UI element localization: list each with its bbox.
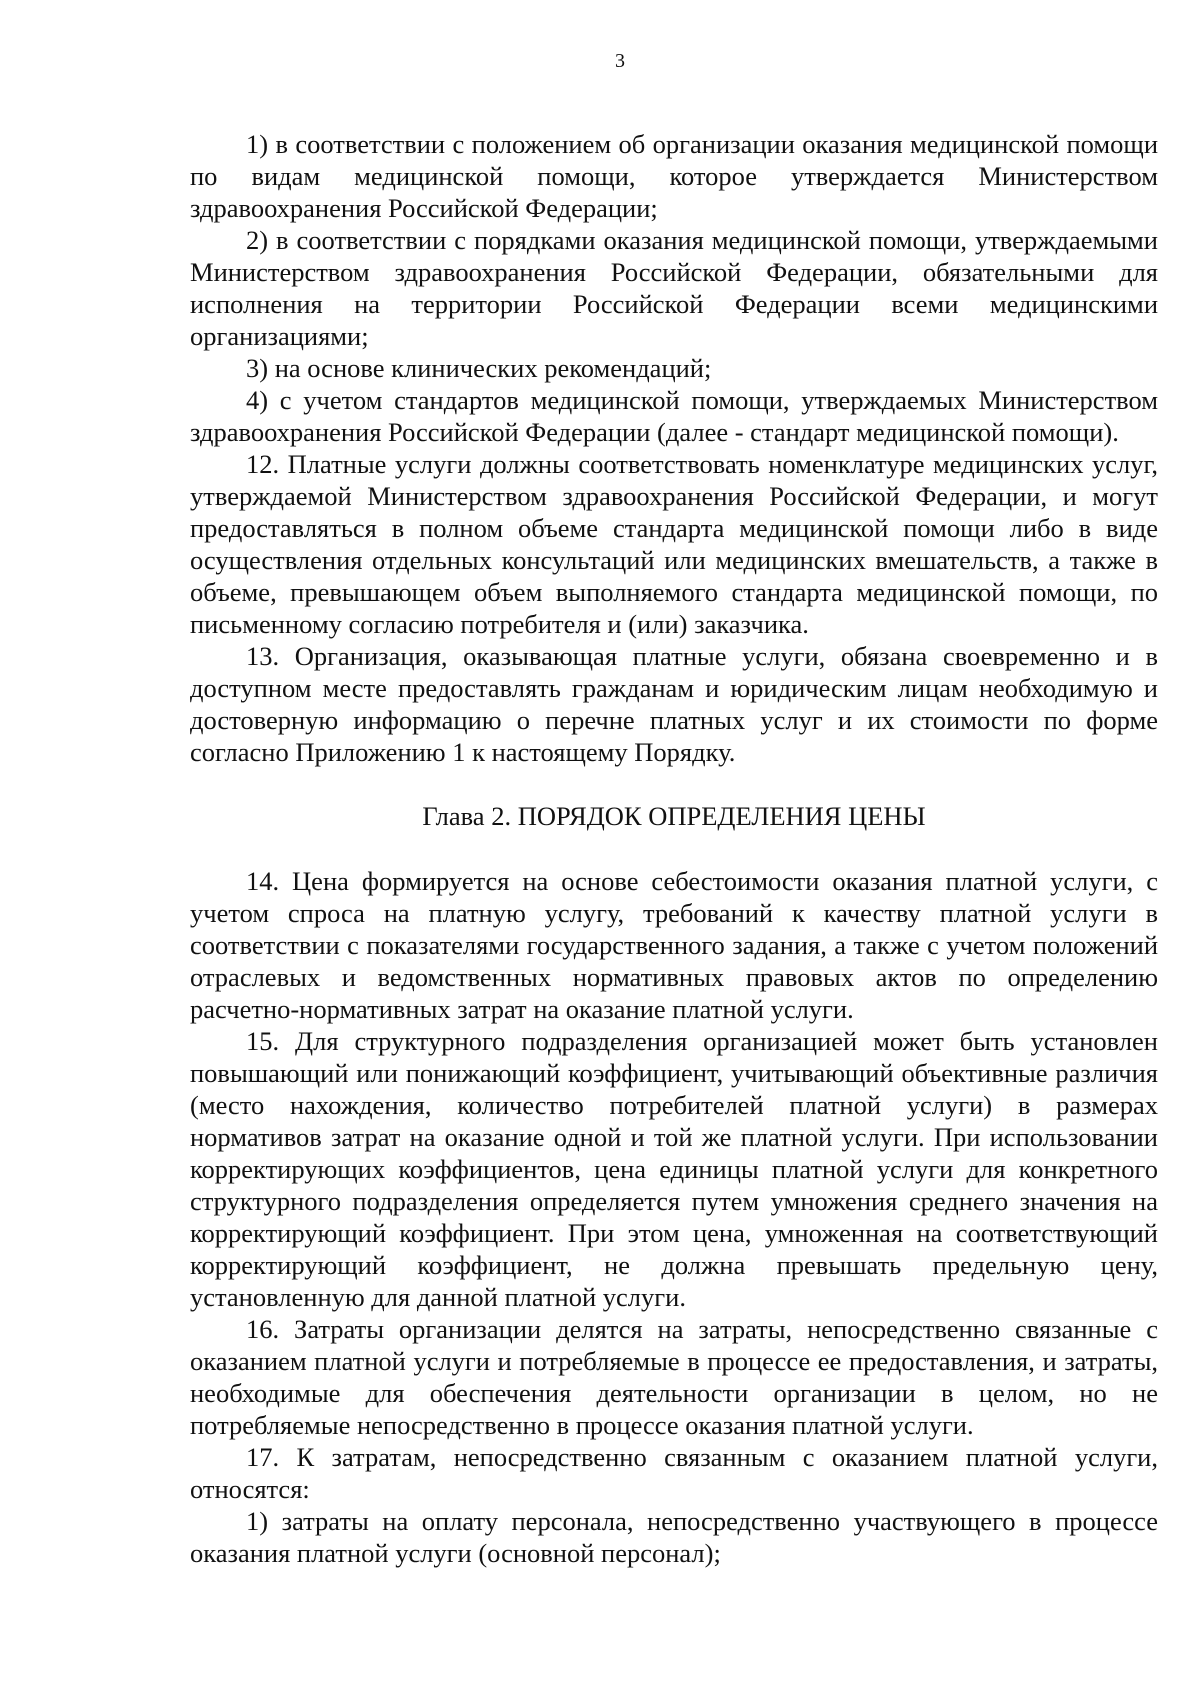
paragraph-17-item-1: 1) затраты на оплату персонала, непосредственно участвующего в процессе оказания платной услуги (основной персонал); — [190, 1506, 1158, 1568]
paragraph-13: 13. Организация, оказывающая платные услуги, обязана своевременно и в доступном месте предоставлять гражданам и юридическим лицам необходимую и достоверную информацию о перечне платных услуг и их стоимости по форме согласно Приложению 1 к настоящему Порядку. — [190, 641, 1158, 767]
paragraph-16: 16. Затраты организации делятся на затраты, непосредственно связанные с оказанием платной услуги и потребляемые в процессе ее предоставления, и затраты, необходимые для обеспечения деятельности организации в целом, но не потребляемые непосредственно в процессе оказания платной услуги. — [190, 1314, 1158, 1440]
list-item-4: 4) с учетом стандартов медицинской помощи, утверждаемых Министерством здравоохранения Российской Федерации (далее - стандарт медицинской помощи). — [190, 385, 1158, 447]
paragraph-15: 15. Для структурного подразделения организацией может быть установлен повышающий или понижающий коэффициент, учитывающий объективные различия (место нахождения, количество потребителей платной услуги) в размерах нормативов затрат на оказание одной и той же платной услуги. При использовании корректирующих коэффициентов, цена единицы платной услуги для конкретного структурного подразделения определяется путем умножения среднего значения на корректирующий коэффициент. При этом цена, умноженная на соответствующий корректирующий коэффициент, не должна превышать предельную цену, установленную для данной платной услуги. — [190, 1026, 1158, 1312]
chapter-heading: Глава 2. ПОРЯДОК ОПРЕДЕЛЕНИЯ ЦЕНЫ — [422, 801, 926, 831]
list-item-2: 2) в соответствии с порядками оказания медицинской помощи, утверждаемыми Министерством здравоохранения Российской Федерации, обязательными для исполнения на территории Российской Федерации всеми медицинскими организациями; — [190, 225, 1158, 351]
document-body — [190, 128, 1158, 1569]
paragraph-14: 14. Цена формируется на основе себестоимости оказания платной услуги, с учетом спроса на платную услугу, требований к качеству платной услуги в соответствии с показателями государственного задания, а также с учетом положений отраслевых и ведомственных нормативных правовых актов по определению расчетно-нормативных затрат на оказание платной услуги. — [190, 866, 1158, 1024]
list-item-3: 3) на основе клинических рекомендаций; — [246, 353, 712, 383]
page-number: 3 — [615, 50, 625, 72]
list-item-1: 1) в соответствии с положением об организации оказания медицинской помощи по видам медицинской помощи, которое утверждается Министерством здравоохранения Российской Федерации; — [190, 129, 1158, 223]
paragraph-12: 12. Платные услуги должны соответствовать номенклатуре медицинских услуг, утверждаемой Министерством здравоохранения Российской Федерации, и могут предоставляться в полном объеме стандарта медицинской помощи либо в виде осуществления отдельных консультаций или медицинских вмешательств, а также в объеме, превышающем объем выполняемого стандарта медицинской помощи, по письменному согласию потребителя и (или) заказчика. — [190, 449, 1158, 639]
paragraph-17: 17. К затратам, непосредственно связанным с оказанием платной услуги, относятся: — [190, 1442, 1158, 1504]
